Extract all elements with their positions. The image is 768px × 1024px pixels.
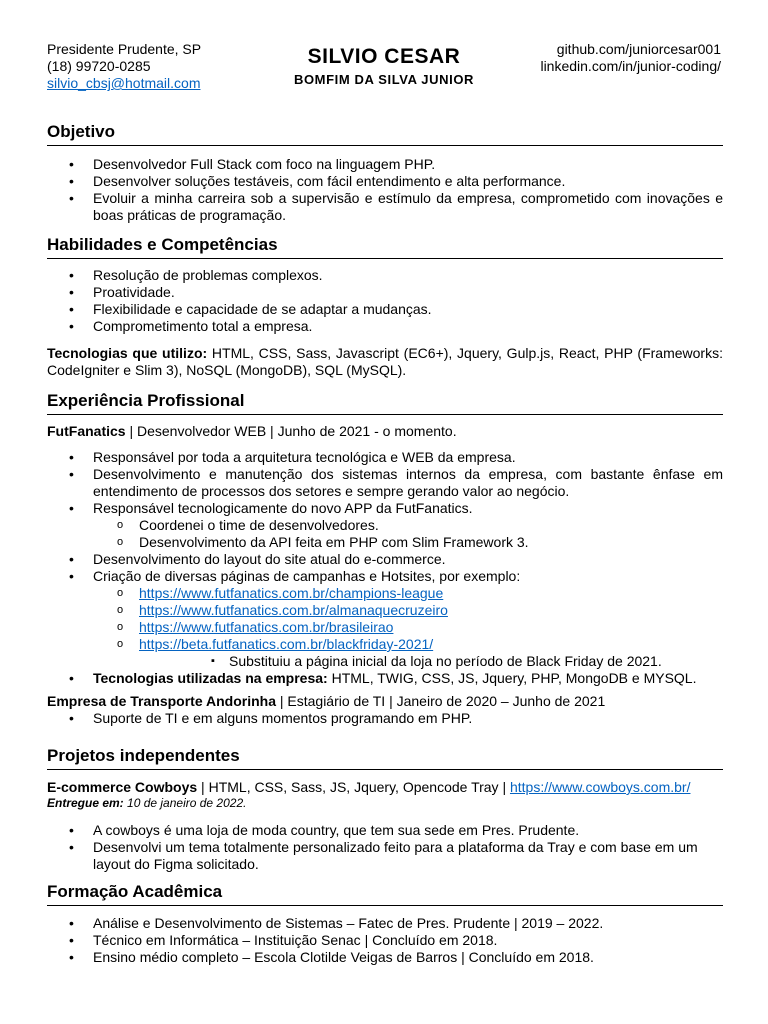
- project-header: [47, 779, 723, 796]
- job2-list: [47, 710, 723, 727]
- projetos-list: [47, 822, 723, 873]
- job1-tech-label: Tecnologias utilizadas na empresa:: [93, 670, 328, 686]
- list-item: • Proatividade.: [47, 284, 723, 301]
- section-title-formacao: Formação Acadêmica: [47, 882, 723, 906]
- delivered-line: [47, 796, 723, 811]
- link-note: ▪ Substituiu a página inicial da loja no período de Black Friday de 2021.: [185, 653, 723, 670]
- job1-details: | Desenvolvedor WEB | Junho de 2021 - o momento.: [125, 423, 457, 439]
- list-item: • Desenvolvedor Full Stack com foco na linguagem PHP.: [47, 156, 723, 173]
- tech-label: Tecnologias que utilizo:: [47, 345, 208, 361]
- projetos-block: [47, 779, 723, 873]
- list-item: • Desenvolvimento do layout do site atual do e-commerce.: [47, 551, 723, 568]
- job2-details: | Estagiário de TI | Janeiro de 2020 – Junho de 2021: [275, 693, 606, 709]
- experiencia-block: [47, 423, 723, 727]
- project-stack: | HTML, CSS, Sass, JS, Jquery, Opencode Tray |: [197, 779, 510, 795]
- formacao-block: [47, 915, 723, 966]
- list-item: • Técnico em Informática – Instituição Senac | Concluído em 2018.: [47, 932, 723, 949]
- list-item: • Análise e Desenvolvimento de Sistemas – Fatec de Pres. Prudente | 2019 – 2022.: [47, 915, 723, 932]
- section-title-experiencia: Experiência Profissional: [47, 391, 723, 415]
- sub-list-item: o Desenvolvimento da API feita em PHP com Slim Framework 3.: [93, 534, 723, 551]
- hotsite-link[interactable]: https://www.futfanatics.com.br/brasileirao: [139, 619, 394, 635]
- name-line2: BOMFIM DA SILVA JUNIOR: [293, 72, 475, 87]
- list-item: • Desenvolvimento e manutenção dos sistemas internos da empresa, com bastante ênfase em entendimento de processos dos setores e sempre gerando valor ao negócio.: [47, 466, 723, 500]
- list-item: • Evoluir a minha carreira sob a supervisão e estímulo da empresa, comprometido com inovações e boas práticas de programação.: [47, 190, 723, 224]
- list-item: • A cowboys é uma loja de moda country, que tem sua sede em Pres. Prudente.: [47, 822, 723, 839]
- formacao-list: [47, 915, 723, 966]
- habilidades-block: [47, 267, 723, 379]
- list-item: [47, 670, 723, 687]
- sub-list-item: o Coordenei o time de desenvolvedores.: [93, 517, 723, 534]
- delivered-label: Entregue em:: [47, 796, 124, 810]
- job2-company: Empresa de Transporte Andorinha: [47, 693, 276, 709]
- job1-header: [47, 423, 723, 440]
- objetivo-list: [47, 156, 723, 224]
- section-title-habilidades: Habilidades e Competências: [47, 235, 723, 259]
- list-item: • Responsável por toda a arquitetura tecnológica e WEB da empresa.: [47, 449, 723, 466]
- habilidades-list: [47, 267, 723, 335]
- hotsite-link[interactable]: https://www.futfanatics.com.br/almanaquecruzeiro: [139, 602, 448, 618]
- project-name: E-commerce Cowboys: [47, 779, 198, 795]
- hotsite-link[interactable]: https://beta.futfanatics.com.br/blackfriday-2021/: [139, 636, 434, 652]
- job1-list: [47, 449, 723, 687]
- list-item: • Resolução de problemas complexos.: [47, 267, 723, 284]
- hotsite-links: [93, 585, 723, 670]
- list-item: • Suporte de TI e em alguns momentos programando em PHP.: [47, 710, 723, 727]
- app-sub-list: [93, 517, 723, 551]
- phone-text: (18) 99720-0285: [47, 58, 151, 74]
- objetivo-block: [47, 156, 723, 224]
- tech-text: HTML, CSS, Sass, Javascript (EC6+), Jquery, Gulp.js, React, PHP (Frameworks: CodeIgniter e Slim 3), NoSQL (MongoDB), SQL (MySQL).: [47, 345, 723, 378]
- email-link[interactable]: silvio_cbsj@hotmail.com: [47, 75, 201, 91]
- name-line1: SILVIO CESAR: [307, 45, 461, 68]
- list-item-text: Responsável tecnologicamente do novo APP da FutFanatics.: [93, 500, 473, 516]
- hotsite-link[interactable]: https://www.futfanatics.com.br/champions-league: [139, 585, 444, 601]
- contact-right: [540, 41, 721, 75]
- job1-company: FutFanatics: [47, 423, 126, 439]
- city-text: Presidente Prudente, SP: [47, 41, 202, 57]
- list-item: • Comprometimento total a empresa.: [47, 318, 723, 335]
- section-title-objetivo: Objetivo: [47, 122, 723, 146]
- tech-paragraph: [47, 345, 723, 379]
- link-note-list: [139, 653, 723, 670]
- list-item: • Ensino médio completo – Escola Clotilde Veigas de Barros | Concluído em 2018.: [47, 949, 723, 966]
- list-item: • Desenvolvi um tema totalmente personalizado feito para a plataforma da Tray e com base em um layout do Figma solicitado.: [47, 839, 723, 873]
- linkedin-text: linkedin.com/in/junior-coding/: [540, 58, 721, 74]
- list-item: • Flexibilidade e capacidade de se adaptar a mudanças.: [47, 301, 723, 318]
- list-item: • Desenvolver soluções testáveis, com fácil entendimento e alta performance.: [47, 173, 723, 190]
- list-item-text: Criação de diversas páginas de campanhas e Hotsites, por exemplo:: [93, 568, 521, 584]
- delivered-date: 10 de janeiro de 2022.: [123, 796, 247, 810]
- job1-tech-text: HTML, TWIG, CSS, JS, Jquery, PHP, MongoDB e MYSQL.: [327, 670, 697, 686]
- list-item: [47, 568, 723, 670]
- section-title-projetos: Projetos independentes: [47, 746, 723, 770]
- project-link[interactable]: https://www.cowboys.com.br/: [509, 779, 691, 795]
- github-text: github.com/juniorcesar001: [556, 41, 721, 57]
- list-item: [47, 500, 723, 551]
- job2-header: [47, 693, 723, 710]
